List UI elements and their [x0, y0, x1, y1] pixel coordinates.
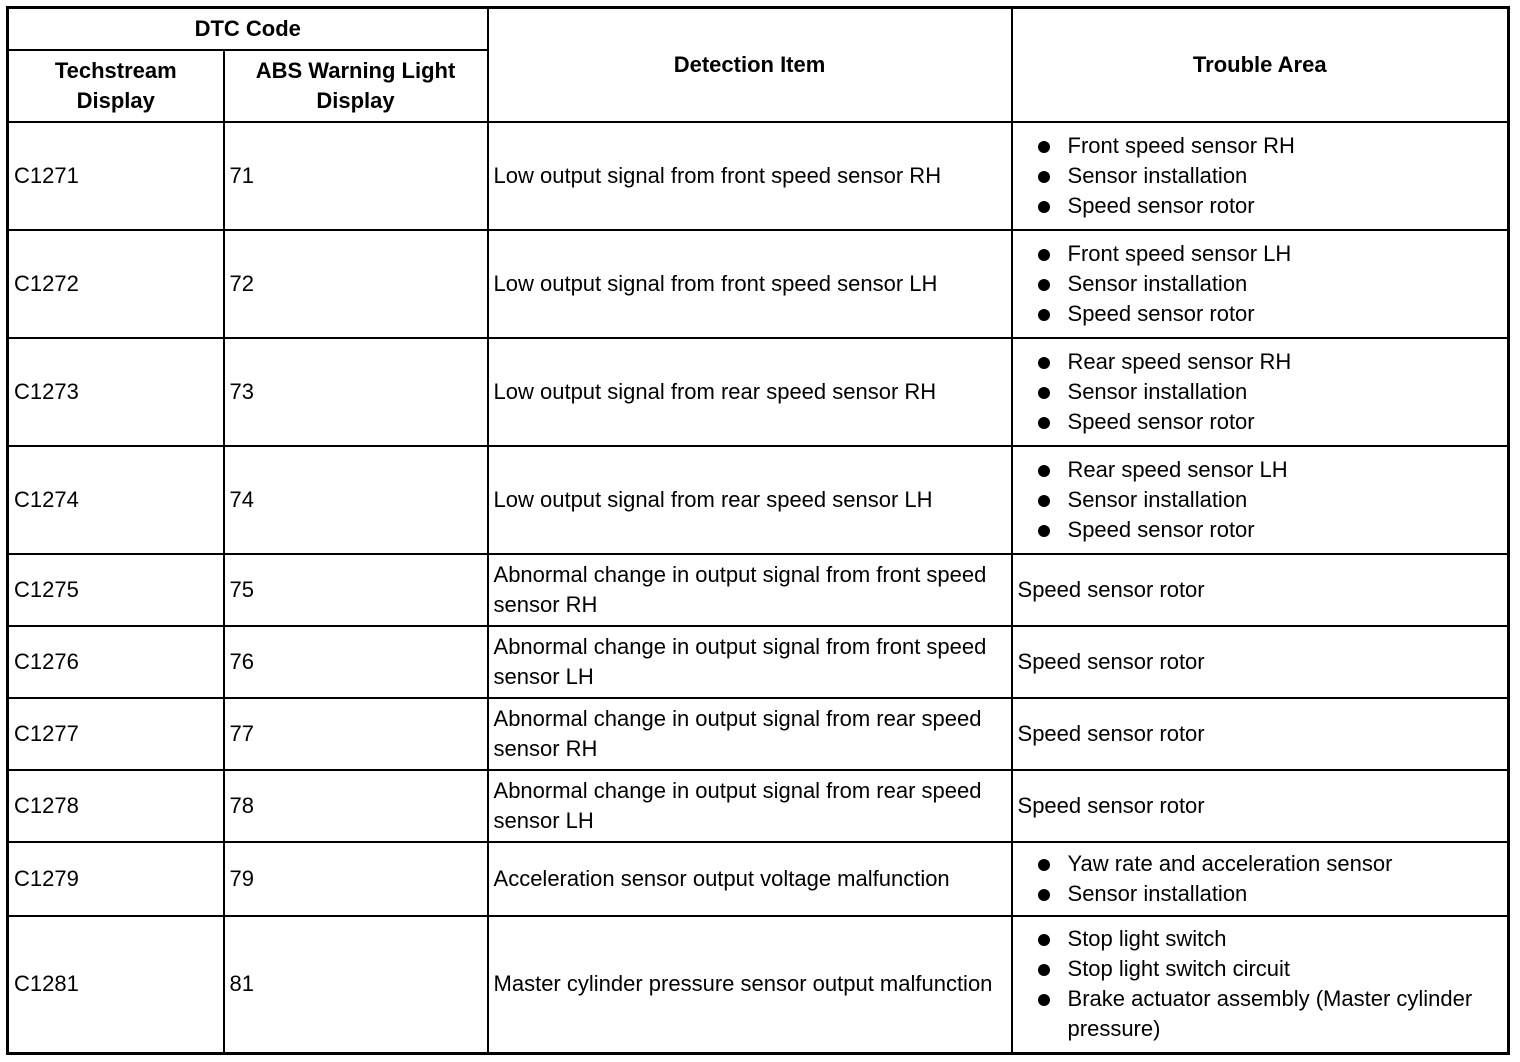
bullet-icon [1038, 171, 1050, 183]
trouble-area-cell: Speed sensor rotor [1012, 626, 1509, 698]
bullet-icon [1038, 889, 1050, 901]
techstream-code-cell: C1279 [8, 842, 224, 916]
detection-item-cell: Abnormal change in output signal from rear speed sensor RH [488, 698, 1012, 770]
trouble-area-text: Speed sensor rotor [1067, 408, 1255, 434]
abs-light-cell: 74 [224, 446, 488, 554]
detection-item-cell: Low output signal from front speed sensor LH [488, 230, 1012, 338]
techstream-code-cell: C1274 [8, 446, 224, 554]
trouble-area-text: Sensor installation [1067, 486, 1248, 512]
abs-light-cell: 72 [224, 230, 488, 338]
trouble-area-text: Brake actuator assembly (Master cylinder pressure) [1067, 986, 1473, 1042]
techstream-code-cell: C1272 [8, 230, 224, 338]
trouble-area-text: Front speed sensor LH [1067, 240, 1292, 266]
trouble-area-text: Rear speed sensor LH [1067, 456, 1288, 482]
bullet-icon [1038, 309, 1050, 321]
bullet-icon [1038, 495, 1050, 507]
trouble-area-list [1018, 455, 1503, 545]
trouble-area-cell [1012, 230, 1509, 338]
table-row [8, 122, 1509, 230]
abs-light-cell: 79 [224, 842, 488, 916]
trouble-area-list [1018, 239, 1503, 329]
trouble-area-text: Sensor installation [1067, 162, 1248, 188]
trouble-area-list [1018, 849, 1503, 909]
bullet-icon [1038, 279, 1050, 291]
table-row [8, 446, 1509, 554]
bullet-icon [1038, 417, 1050, 429]
detection-item-cell: Master cylinder pressure sensor output malfunction [488, 916, 1012, 1054]
trouble-area-item [1038, 269, 1503, 299]
trouble-area-text: Stop light switch [1067, 926, 1227, 952]
bullet-icon [1038, 465, 1050, 477]
trouble-area-item [1038, 879, 1503, 909]
trouble-area-item [1038, 299, 1503, 329]
trouble-area-list [1018, 131, 1503, 221]
trouble-area-text: Front speed sensor RH [1067, 132, 1295, 158]
trouble-area-cell [1012, 446, 1509, 554]
trouble-area-cell: Speed sensor rotor [1012, 698, 1509, 770]
techstream-display-header: Techstream Display [8, 50, 224, 122]
trouble-area-item [1038, 239, 1503, 269]
abs-light-cell: 81 [224, 916, 488, 1054]
abs-light-cell: 71 [224, 122, 488, 230]
bullet-icon [1038, 525, 1050, 537]
abs-light-cell: 75 [224, 554, 488, 626]
trouble-area-item [1038, 347, 1503, 377]
table-row [8, 916, 1509, 1054]
abs-light-cell: 77 [224, 698, 488, 770]
trouble-area-list [1018, 347, 1503, 437]
trouble-area-text: Stop light switch circuit [1067, 956, 1291, 982]
bullet-icon [1038, 964, 1050, 976]
bullet-icon [1038, 141, 1050, 153]
dtc-table [6, 6, 1510, 1055]
detection-item-cell: Low output signal from rear speed sensor LH [488, 446, 1012, 554]
dtc-code-header: DTC Code [8, 8, 488, 50]
table-row [8, 338, 1509, 446]
techstream-code-cell: C1273 [8, 338, 224, 446]
trouble-area-item [1038, 131, 1503, 161]
trouble-area-item [1038, 954, 1503, 984]
trouble-area-cell: Speed sensor rotor [1012, 554, 1509, 626]
techstream-code-cell: C1281 [8, 916, 224, 1054]
abs-warning-light-header: ABS Warning Light Display [224, 50, 488, 122]
techstream-code-cell: C1271 [8, 122, 224, 230]
bullet-icon [1038, 357, 1050, 369]
detection-item-cell: Abnormal change in output signal from rear speed sensor LH [488, 770, 1012, 842]
detection-item-cell: Acceleration sensor output voltage malfunction [488, 842, 1012, 916]
trouble-area-header: Trouble Area [1012, 8, 1509, 122]
trouble-area-item [1038, 984, 1503, 1044]
trouble-area-item [1038, 485, 1503, 515]
abs-light-cell: 78 [224, 770, 488, 842]
trouble-area-list [1018, 924, 1503, 1044]
trouble-area-text: Speed sensor rotor [1067, 300, 1255, 326]
trouble-area-item [1038, 191, 1503, 221]
trouble-area-cell [1012, 122, 1509, 230]
trouble-area-text: Rear speed sensor RH [1067, 348, 1292, 374]
trouble-area-text: Speed sensor rotor [1067, 516, 1255, 542]
table-row [8, 554, 1509, 626]
detection-item-cell: Low output signal from front speed sensor RH [488, 122, 1012, 230]
trouble-area-text: Sensor installation [1067, 270, 1248, 296]
techstream-code-cell: C1277 [8, 698, 224, 770]
trouble-area-text: Speed sensor rotor [1067, 192, 1255, 218]
detection-item-header: Detection Item [488, 8, 1012, 122]
bullet-icon [1038, 249, 1050, 261]
trouble-area-cell: Speed sensor rotor [1012, 770, 1509, 842]
table-row [8, 626, 1509, 698]
trouble-area-cell [1012, 338, 1509, 446]
table-row [8, 230, 1509, 338]
detection-item-cell: Abnormal change in output signal from front speed sensor LH [488, 626, 1012, 698]
bullet-icon [1038, 934, 1050, 946]
trouble-area-item [1038, 924, 1503, 954]
table-row [8, 770, 1509, 842]
bullet-icon [1038, 201, 1050, 213]
detection-item-cell: Abnormal change in output signal from front speed sensor RH [488, 554, 1012, 626]
abs-light-cell: 73 [224, 338, 488, 446]
trouble-area-item [1038, 407, 1503, 437]
bullet-icon [1038, 994, 1050, 1006]
table-row [8, 842, 1509, 916]
detection-item-cell: Low output signal from rear speed sensor RH [488, 338, 1012, 446]
trouble-area-item [1038, 455, 1503, 485]
table-row [8, 698, 1509, 770]
bullet-icon [1038, 859, 1050, 871]
trouble-area-item [1038, 377, 1503, 407]
trouble-area-text: Sensor installation [1067, 378, 1248, 404]
techstream-code-cell: C1276 [8, 626, 224, 698]
trouble-area-cell [1012, 842, 1509, 916]
trouble-area-item [1038, 849, 1503, 879]
techstream-code-cell: C1275 [8, 554, 224, 626]
trouble-area-text: Sensor installation [1067, 880, 1248, 906]
bullet-icon [1038, 387, 1050, 399]
trouble-area-cell [1012, 916, 1509, 1054]
trouble-area-item [1038, 161, 1503, 191]
trouble-area-item [1038, 515, 1503, 545]
abs-light-cell: 76 [224, 626, 488, 698]
trouble-area-text: Yaw rate and acceleration sensor [1067, 850, 1393, 876]
techstream-code-cell: C1278 [8, 770, 224, 842]
